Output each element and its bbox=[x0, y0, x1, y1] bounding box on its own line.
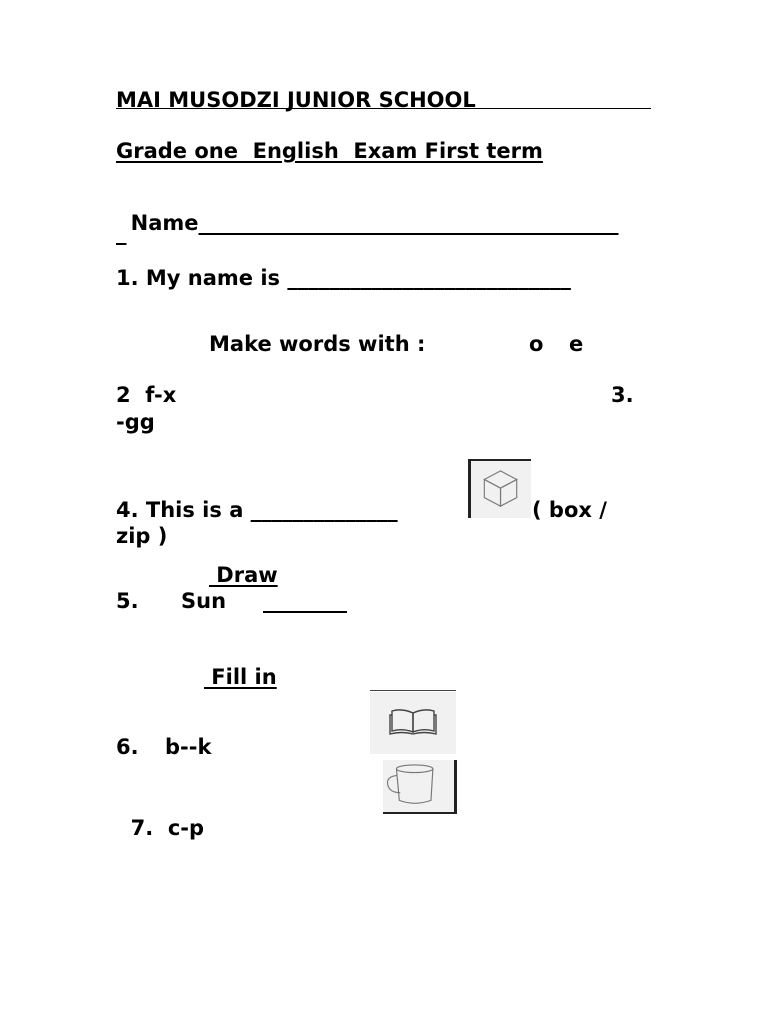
make-words-letter-e: e bbox=[569, 332, 584, 356]
make-words-letter-o: o bbox=[529, 332, 544, 356]
question-5-blank: ________ bbox=[263, 589, 347, 613]
question-4-options-continued: zip ) bbox=[116, 524, 168, 548]
question-2: 2 f-x bbox=[116, 383, 177, 407]
question-4-options: ( box / bbox=[532, 498, 607, 522]
question-3-number: 3. bbox=[611, 383, 634, 407]
exam-title: Grade one English Exam First term bbox=[116, 139, 543, 163]
name-blank-continuation: _ bbox=[116, 221, 127, 245]
name-blank: ________________________________________ bbox=[198, 211, 619, 235]
box-picture bbox=[468, 459, 531, 518]
cup-picture bbox=[383, 760, 457, 814]
make-words-label: Make words with : bbox=[209, 332, 426, 356]
name-label: Name bbox=[130, 211, 199, 235]
question-7-word: c-p bbox=[167, 816, 205, 840]
book-picture-top-border bbox=[370, 690, 456, 691]
box-icon bbox=[471, 461, 531, 518]
question-5-number: 5. bbox=[116, 589, 139, 613]
name-line bbox=[116, 192, 619, 234]
draw-heading: Draw bbox=[209, 563, 278, 587]
question-6-number: 6. bbox=[116, 735, 139, 759]
question-7 bbox=[116, 797, 204, 839]
fill-in-heading: Fill in bbox=[204, 665, 277, 689]
question-6-word: b--k bbox=[165, 735, 212, 759]
school-name: MAI MUSODZI JUNIOR SCHOOL bbox=[116, 88, 476, 112]
cup-icon bbox=[383, 760, 454, 812]
book-icon bbox=[370, 692, 456, 754]
school-underline bbox=[116, 108, 651, 109]
question-7-number: 7. bbox=[130, 816, 154, 840]
question-4: 4. This is a ______________ bbox=[116, 498, 398, 522]
book-picture bbox=[370, 692, 456, 754]
question-3-word: -gg bbox=[116, 410, 155, 434]
question-5-word: Sun bbox=[181, 589, 227, 613]
question-1: 1. My name is ___________________________ bbox=[116, 266, 571, 290]
